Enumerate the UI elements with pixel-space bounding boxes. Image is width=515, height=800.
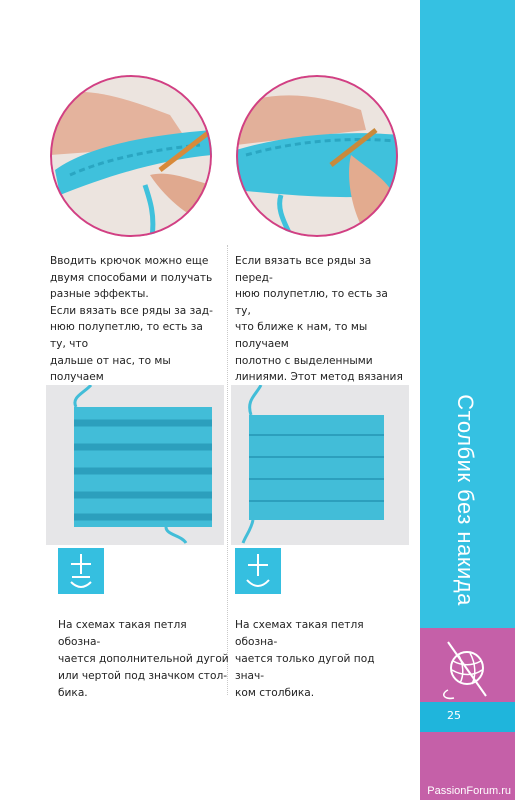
sidebar-pink-panel [420, 628, 515, 702]
plus-with-arc-and-bar-icon [58, 548, 104, 594]
page-number: 25 [447, 709, 461, 722]
swatch-ribbing [46, 385, 224, 545]
left-caption: На схемах такая петля обозна- чается дополнительной дугой или чертой под значком стол- бика. [58, 619, 229, 699]
left-column-text: Вводить крючок можно еще двумя способами и получать разные эффекты. Если вязать все ряды за зад- нюю полупетлю, то есть за ту, что дальше от нас, то мы получаем [50, 255, 213, 384]
plus-with-arc-icon [235, 548, 281, 594]
swatch-front-loop-lines [231, 385, 409, 545]
chapter-title-text: Столбик без накида [453, 394, 479, 606]
page-number-bar [420, 702, 515, 732]
yarn-ball-with-hook-icon [420, 628, 515, 702]
photo-hook-front-loop [236, 75, 398, 237]
right-caption: На схемах такая петля обозна- чается только дугой под знач- ком столбика. [235, 619, 375, 699]
right-column-text: Если вязать все ряды за перед- нюю полупетлю, то есть за ту, что ближе к нам, то мы получаем полотно с выделенными линиями. Этот метод вязания [235, 255, 403, 384]
watermark: PassionForum.ru [427, 785, 511, 797]
photo-hook-back-loop [50, 75, 212, 237]
chapter-title [435, 385, 495, 615]
